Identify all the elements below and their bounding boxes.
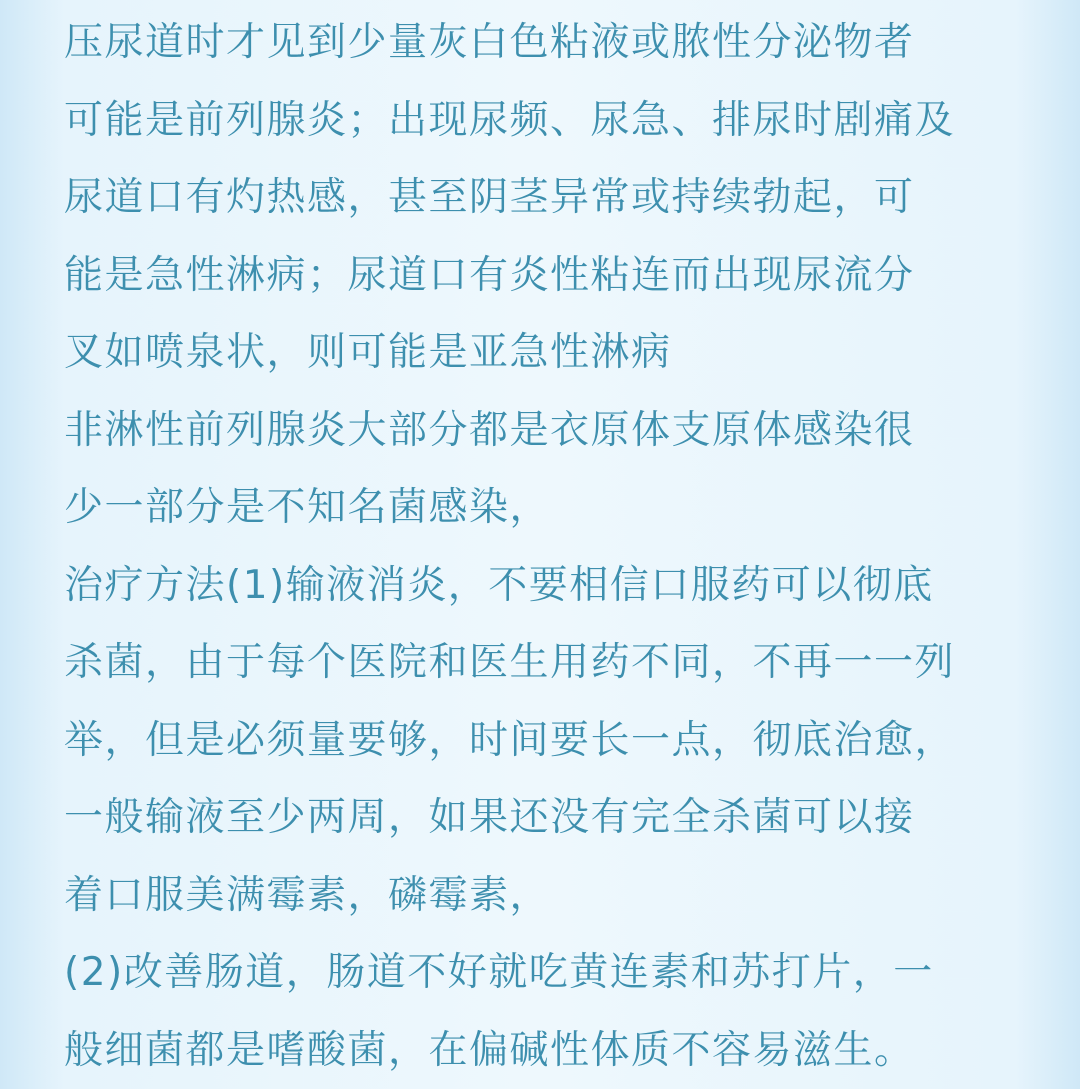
- text-line: 着口服美满霉素，磷霉素，: [64, 857, 1054, 935]
- text-line: 可能是前列腺炎；出现尿频、尿急、排尿时剧痛及: [64, 82, 1054, 160]
- text-line: 非淋性前列腺炎大部分都是衣原体支原体感染很: [64, 392, 1054, 470]
- text-line: 尿道口有灼热感，甚至阴茎异常或持续勃起，可: [64, 159, 1054, 237]
- text-line: 杀菌，由于每个医院和医生用药不同，不再一一列: [64, 624, 1054, 702]
- text-line: 压尿道时才见到少量灰白色粘液或脓性分泌物者: [64, 4, 1054, 82]
- text-line: 治疗方法(1)输液消炎，不要相信口服药可以彻底: [64, 547, 1054, 625]
- text-line: 能是急性淋病；尿道口有炎性粘连而出现尿流分: [64, 237, 1054, 315]
- text-line: 叉如喷泉状，则可能是亚急性淋病: [64, 314, 1054, 392]
- text-line: (2)改善肠道，肠道不好就吃黄连素和苏打片，一: [64, 934, 1054, 1012]
- text-line: 般细菌都是嗜酸菌，在偏碱性体质不容易滋生。: [64, 1012, 1054, 1089]
- text-line: 少一部分是不知名菌感染，: [64, 469, 1054, 547]
- article-text: [64, 4, 1054, 1089]
- text-line: 举，但是必须量要够，时间要长一点，彻底治愈，: [64, 702, 1054, 780]
- text-line: 一般输液至少两周，如果还没有完全杀菌可以接: [64, 779, 1054, 857]
